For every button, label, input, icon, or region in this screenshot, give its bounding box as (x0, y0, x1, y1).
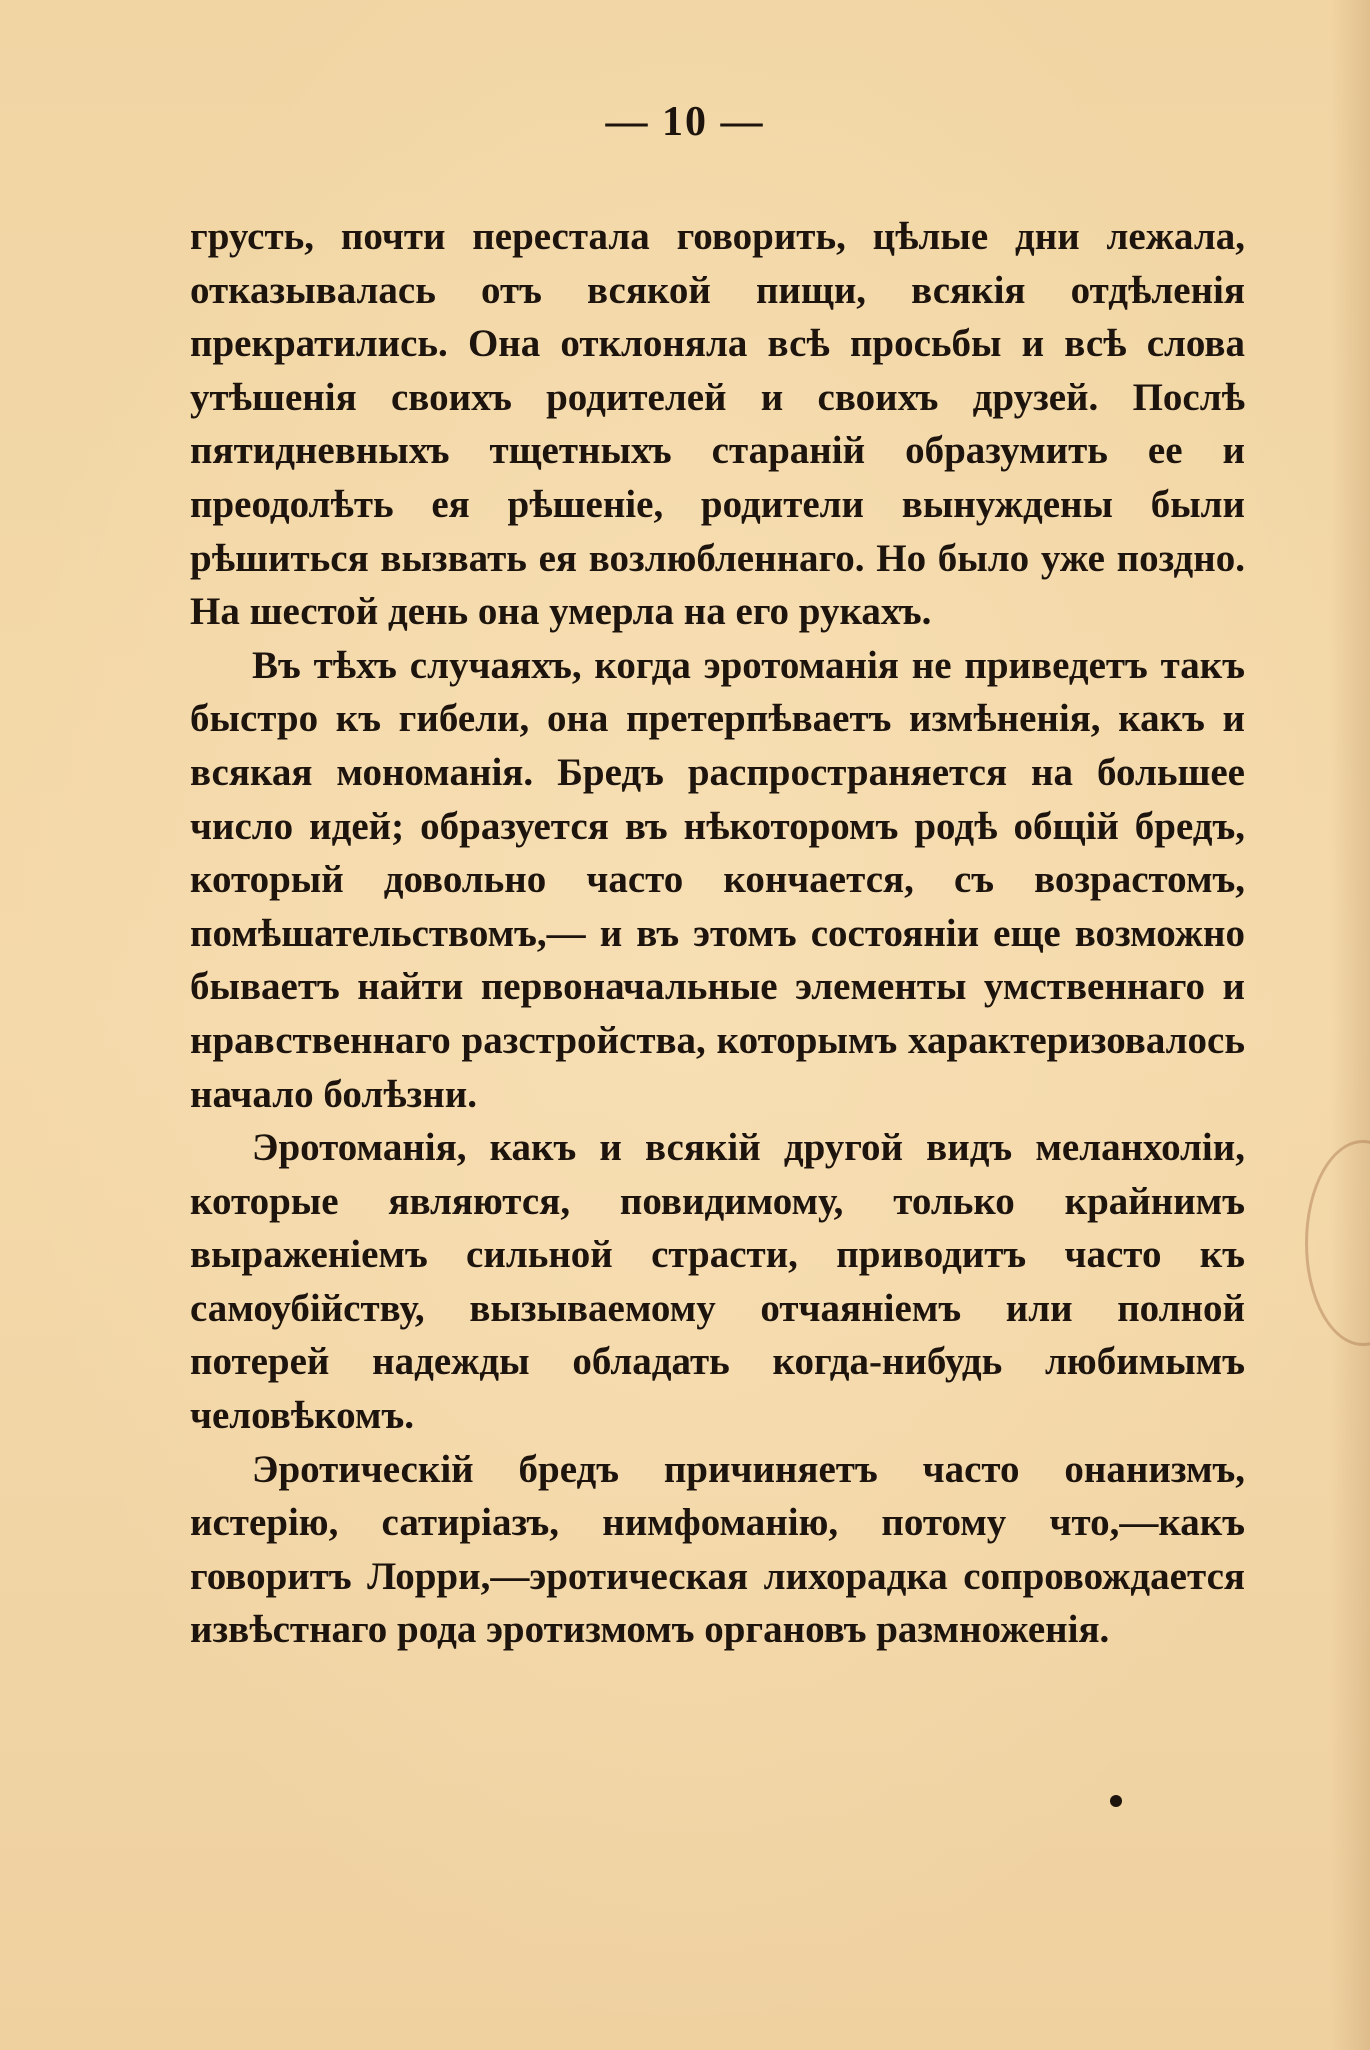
paragraph-4: Эротическій бредъ причиняетъ часто онанизмъ, истерію, сатиріазъ, нимфоманію, потому что,—какъ говоритъ Лорри,—эротическая лихорадка сопровождается извѣстнаго рода эротизмомъ органовъ размноженія. (190, 1447, 1245, 1652)
page-number: — 10 — (605, 99, 765, 145)
paragraph-1: грусть, почти перестала говорить, цѣлые дни лежала, отказывалась отъ всякой пищи, всякія отдѣленія прекратились. Она отклоняла всѣ просьбы и всѣ слова утѣшенія своихъ родителей и своихъ друзей. Послѣ пятидневныхъ тщетныхъ стараній образумить ее и преодолѣть ея рѣшеніе, родители вынуждены были рѣшиться вызвать ея возлюбленнаго. Но было уже поздно. На шестой день она умерла на его рукахъ. (190, 215, 1245, 634)
paragraph-2: Въ тѣхъ случаяхъ, когда эротоманія не приведетъ такъ быстро къ гибели, она претерпѣваетъ измѣненія, какъ и всякая мономанія. Бредъ распространяется на большее число идей; образуется въ нѣкоторомъ родѣ общій бредъ, который довольно часто кончается, съ возрастомъ, помѣшательствомъ,— и въ этомъ состояніи еще возможно бываетъ найти первоначальные элементы умственнаго и нравственнаго разстройства, которымъ характеризовалось начало болѣзни. (190, 643, 1245, 1116)
library-stamp (1305, 1140, 1370, 1346)
body-text (190, 210, 1245, 1657)
paragraph-3: Эротоманія, какъ и всякій другой видъ меланхоліи, которые являются, повидимому, только крайнимъ выраженіемъ сильной страсти, приводитъ часто къ самоубійству, вызываемому отчаяніемъ или полной потерей надежды обладать когда-нибудь любимымъ человѣкомъ. (190, 1126, 1245, 1438)
end-mark-dot (1110, 1795, 1122, 1807)
page-edge-shadow (1330, 0, 1370, 2050)
